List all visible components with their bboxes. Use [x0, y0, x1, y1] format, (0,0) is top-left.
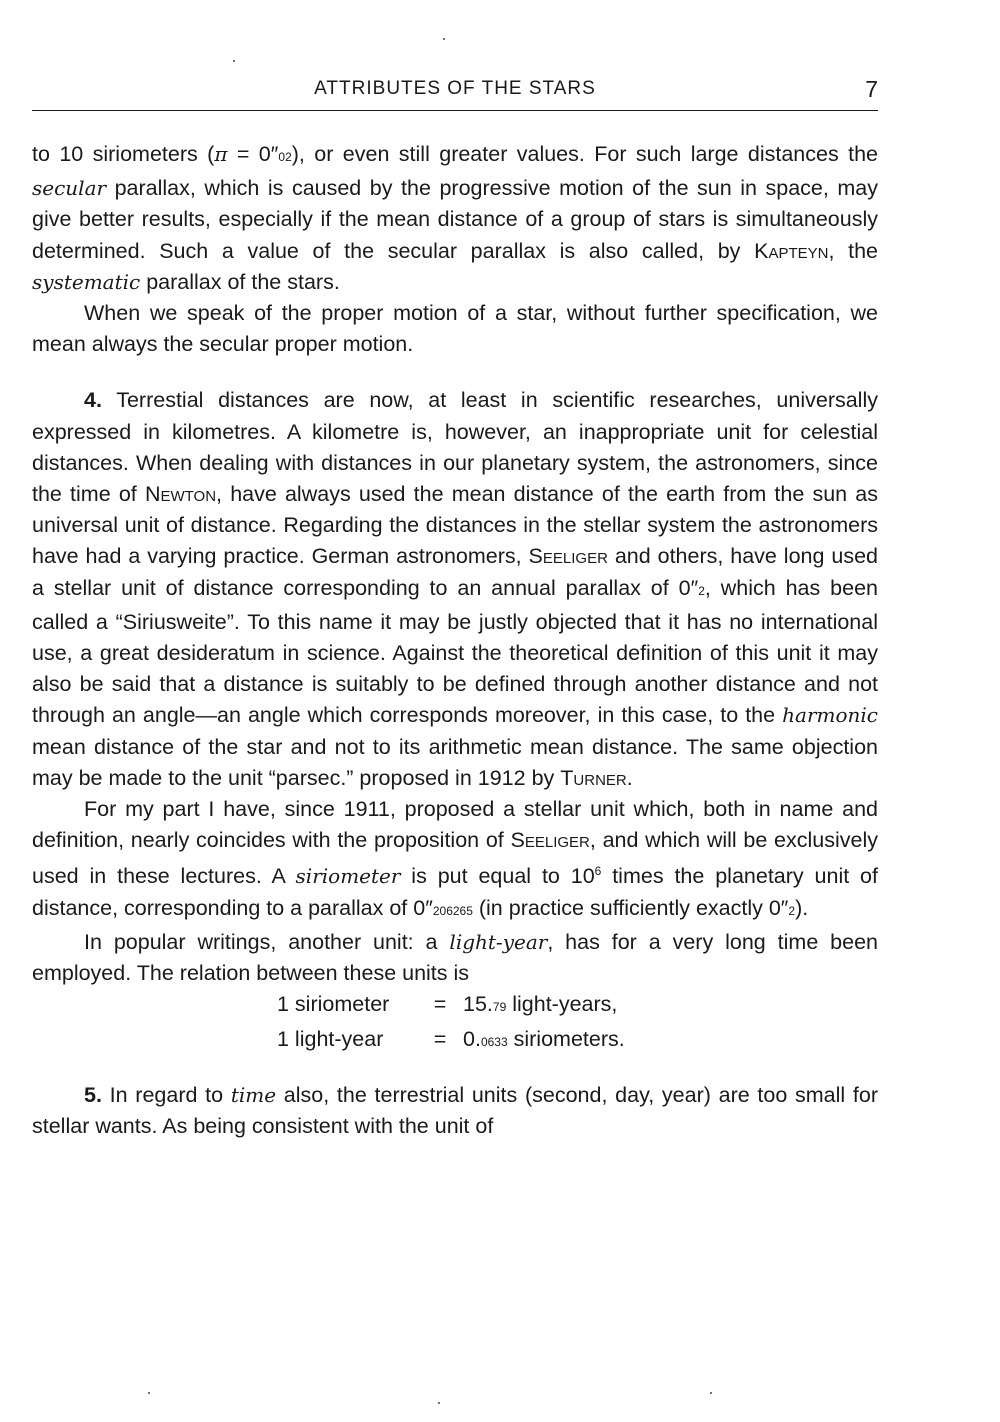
equation-light-year: 1 light-year = 0.0633 siriometers.: [277, 1026, 625, 1051]
paragraph-1: to 10 siriometers (π = 0″02), or even still greater values. For such large distances the secular parallax, which is caused by the progressive motion of the sun in space, may give better results, especially if the mean distance of a group of stars is simultaneously determined. Such a value of the secular parallax is also called, by Kapteyn, the systematic parallax of the stars.: [32, 142, 878, 294]
section-number-5: 5.: [84, 1082, 102, 1107]
emph-secular: secular: [32, 176, 107, 201]
body-text: [32, 139, 878, 1142]
equation-siriometer: 1 siriometer = 15.79 light-years,: [277, 992, 618, 1017]
emph-harmonic: harmonic: [782, 703, 878, 728]
emph-systematic: systematic: [32, 269, 141, 294]
conversion-equations: [277, 989, 878, 1057]
page-number: 7: [865, 76, 878, 102]
scan-speck: [710, 1392, 712, 1394]
name-turner: Turner: [560, 765, 627, 790]
name-seeliger-2: Seeliger: [510, 828, 590, 853]
scan-speck: [148, 1392, 150, 1394]
emph-time: time: [230, 1082, 277, 1107]
section-number-4: 4.: [84, 388, 102, 413]
paragraph-light-year: In popular writings, another unit: a light-year, has for a very long time been employed. The relation between these units is: [32, 930, 879, 986]
emph-siriometer: siriometer: [295, 864, 401, 889]
scan-speck: [233, 60, 235, 62]
paragraph-section-5: 5. In regard to time also, the terrestrial units (second, day, year) are too small for stellar wants. As being consistent with the unit of: [32, 1082, 878, 1139]
paragraph-section-4: 4. Terrestial distances are now, at least in scientific researches, universally expressed in kilometres. A kilometre is, however, an inappropriate unit for celestial distances. When dealing with distances in our planetary system, the astronomers, since the time of Newton, have always used the mean distance of the earth from the sun as universal unit of distance. Regarding the distances in the stellar system the astronomers have had a varying practice. German astronomers, Seeliger and others, have long used a stellar unit of distance corresponding to an annual parallax of 0″2, which has been called a “Siriusweite”. To this name it may be justly objected that it has no international use, a great desideratum in science. Against the theoretical definition of this unit it may also be said that a distance is suitably to be defined through another distance and not through an angle—an angle which corresponds moreover, in this case, to the harmonic mean distance of the star and not to its arithmetic mean distance. The same objection may be made to the unit “parsec.” proposed in 1912 by Turner.: [32, 388, 879, 790]
paragraph-2: When we speak of the proper motion of a star, without further specification, we mean always the secular proper motion.: [32, 301, 878, 357]
name-kapteyn: Kapteyn: [754, 238, 829, 263]
running-head: ATTRIBUTES OF THE STARS: [314, 78, 596, 99]
page-header: [32, 76, 878, 111]
name-seeliger: Seeliger: [528, 544, 608, 569]
scan-speck: [438, 1402, 440, 1404]
name-newton: Newton: [144, 482, 217, 507]
paragraph-siriometer: For my part I have, since 1911, proposed a stellar unit which, both in name and definition, nearly coincides with the proposition of Seeliger, and which will be exclusively used in these lectures. A siriometer is put equal to $10^6$ times the planetary unit of distance, corresponding to a parallax of 0″206265 (in practice sufficiently exactly 0″2).: [32, 797, 879, 920]
emph-light-year: light-year: [449, 930, 548, 955]
scan-speck: [443, 38, 445, 40]
